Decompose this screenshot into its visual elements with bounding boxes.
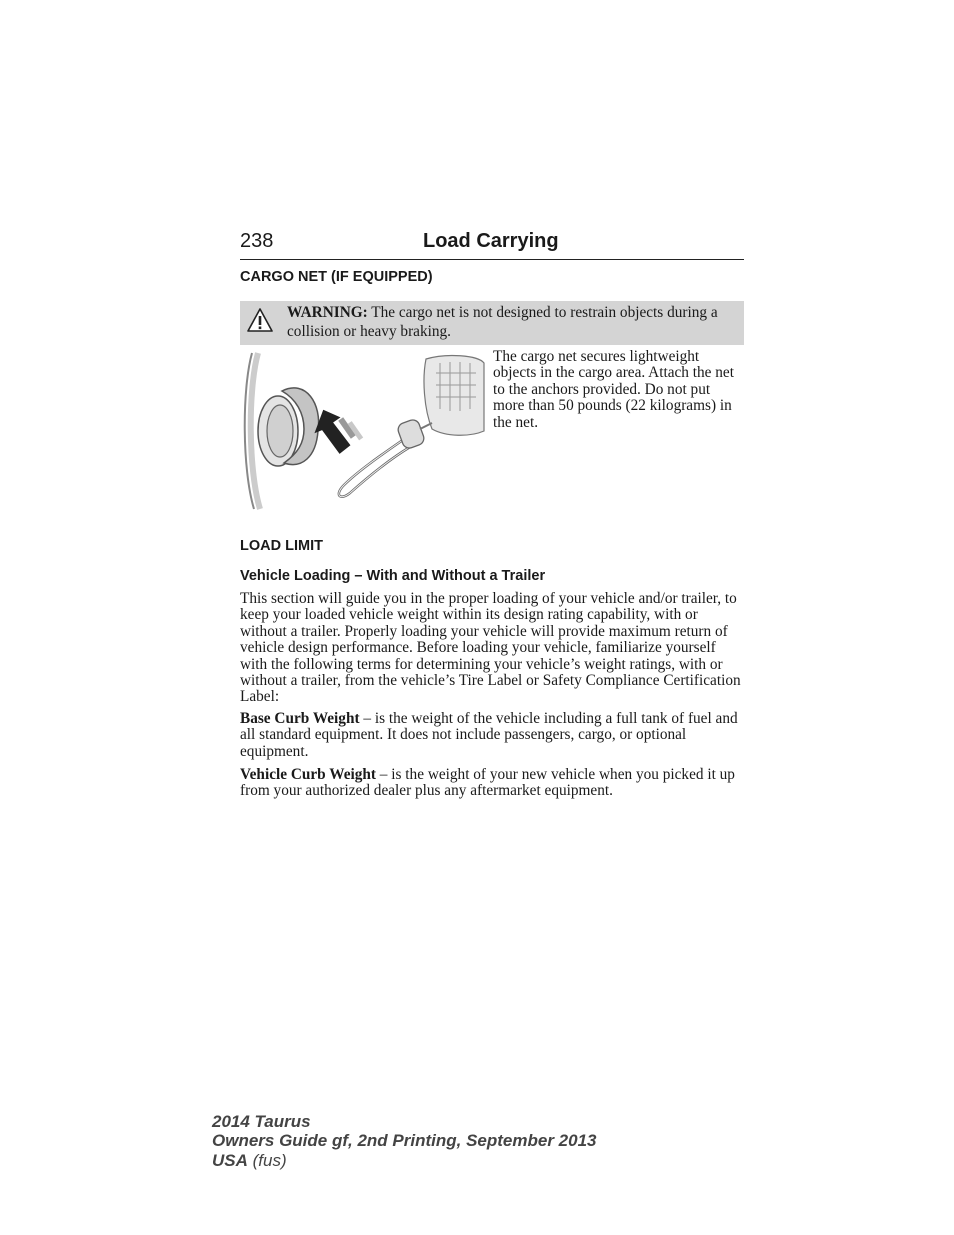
term-definition: – is the weight of your new vehicle when you picked it up from your authorized dealer plus any aftermarket equipment.	[240, 766, 735, 800]
footer-guide-info: Owners Guide gf, 2nd Printing, September 2013	[212, 1131, 597, 1151]
chapter-title: Load Carrying	[423, 230, 559, 252]
load-limit-heading: LOAD LIMIT	[240, 538, 323, 554]
load-limit-intro: This section will guide you in the proper loading of your vehicle and/or trailer, to keep your loaded vehicle weight within its design rating capability, with or without a trailer. Properly loading your vehicle will provide maximum return of vehicle design performance. Before loading your vehicle, familiarize yourself with the following terms for determining your vehicle’s weight ratings, with or without a trailer, from the vehicle’s Tire Label or Safety Compliance Certification Label:	[240, 590, 741, 706]
warning-triangle-icon	[247, 307, 273, 333]
warning-label: WARNING:	[287, 304, 368, 321]
footer-region	[212, 1151, 596, 1170]
warning-text	[287, 303, 737, 341]
cargo-net-heading: CARGO NET (IF EQUIPPED)	[240, 269, 433, 285]
footer-model: 2014 Taurus	[212, 1112, 311, 1131]
term-base-curb-weight	[240, 711, 745, 760]
page-header	[240, 228, 744, 260]
term-label: Base Curb Weight	[240, 710, 360, 727]
term-vehicle-curb-weight	[240, 767, 745, 800]
term-label: Vehicle Curb Weight	[240, 766, 376, 783]
warning-box	[240, 301, 744, 345]
footer-region-suffix: (fus)	[247, 1150, 287, 1170]
page-footer	[212, 1112, 596, 1170]
vehicle-loading-subheading: Vehicle Loading – With and Without a Trailer	[240, 568, 546, 584]
page-number: 238	[240, 230, 274, 252]
cargo-net-description: The cargo net secures lightweight objects in the cargo area. Attach the net to the anchors provided. Do not put more than 50 pounds (22 kilograms) in the net.	[493, 348, 734, 431]
term-definition: – is the weight of the vehicle including a full tank of fuel and all standard equipment. It does not include passengers, cargo, or optional equipment.	[240, 710, 738, 760]
warning-message: The cargo net is not designed to restrain objects during a collision or heavy braking.	[287, 304, 718, 340]
cargo-net-anchor-illustration	[240, 349, 485, 514]
footer-region-code: USA	[212, 1150, 248, 1170]
